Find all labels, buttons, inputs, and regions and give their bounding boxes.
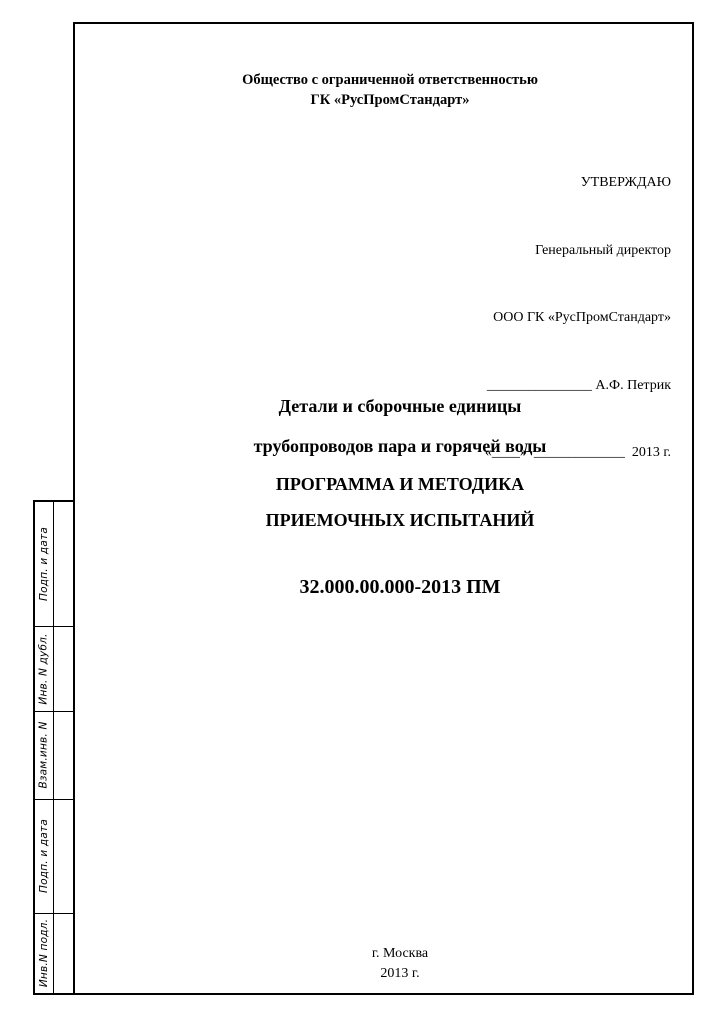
- side-stamp-cell: [35, 913, 53, 993]
- footer-block: [120, 944, 680, 984]
- company-name-block: [160, 70, 620, 110]
- side-stamp-label: Взам.инв. N: [38, 721, 50, 789]
- side-stamp-cell: [35, 711, 53, 799]
- approval-block: [485, 127, 671, 487]
- side-stamp-label: Подп. и дата: [38, 819, 50, 893]
- side-stamp-divider: [53, 502, 54, 993]
- footer-city: г. Москва: [371, 946, 429, 961]
- approval-position: Генеральный директор: [535, 242, 671, 258]
- approval-organization: ООО ГК «РусПромСтандарт»: [493, 310, 671, 325]
- company-line-1: Общество с ограниченной ответственностью: [242, 72, 538, 88]
- title-line-3: ПРОГРАММА И МЕТОДИКА: [275, 474, 525, 494]
- document-designation: 32.000.00.000-2013 ПМ: [299, 576, 501, 598]
- side-stamp-label: Инв.N подл.: [38, 918, 50, 988]
- approval-signature-line: _______________ А.Ф. Петрик: [486, 377, 671, 393]
- company-line-2: ГК «РусПромСтандарт»: [310, 92, 470, 108]
- side-stamp-table: [33, 500, 73, 995]
- approval-date-line: «____» _____________ 2013 г.: [484, 445, 671, 460]
- side-stamp-cell: [35, 799, 53, 913]
- side-stamp-cell: [35, 626, 53, 711]
- side-stamp-label: Подп. и дата: [38, 527, 50, 601]
- title-line-2: трубопроводов пара и горячей воды: [253, 436, 547, 456]
- title-line-4: ПРИЕМОЧНЫХ ИСПЫТАНИЙ: [265, 510, 535, 530]
- approval-heading: УТВЕРЖДАЮ: [580, 175, 671, 190]
- side-stamp-cell: [35, 502, 53, 626]
- title-line-1: Детали и сборочные единицы: [278, 396, 522, 416]
- footer-year: 2013 г.: [380, 966, 420, 981]
- side-stamp-label: Инв. N дубл.: [38, 632, 50, 705]
